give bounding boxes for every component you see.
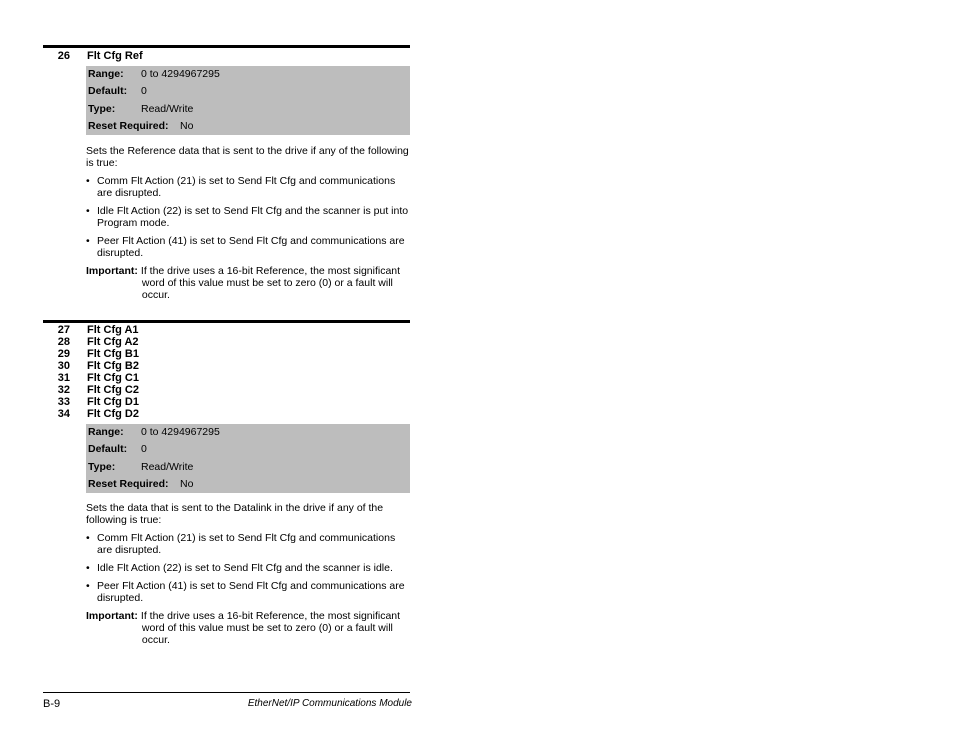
parameter-number: 31 xyxy=(57,372,70,384)
parameter-number: 33 xyxy=(57,396,70,408)
description xyxy=(86,145,410,301)
spec-type: Type: Read/Write xyxy=(88,102,194,115)
footer-title: EtherNet/IP Communications Module xyxy=(247,698,412,709)
spec-range: Range: 0 to 4294967295 xyxy=(88,426,220,438)
spec-reset: Reset Required: No xyxy=(88,477,194,490)
page-number: B-9 xyxy=(43,698,61,710)
bullet-item xyxy=(86,532,410,556)
spec-range: Range: 0 to 4294967295 xyxy=(88,68,220,80)
parameter-row xyxy=(43,360,410,372)
description xyxy=(86,502,410,646)
parameter-name: Flt Cfg C2 xyxy=(87,384,139,396)
important-note: Important: If the drive uses a 16-bit Reference, the most significant word of this value must be set to zero (0) or a fault will occur. xyxy=(86,610,410,646)
parameter-row xyxy=(43,372,410,384)
parameter-number: 32 xyxy=(57,384,70,396)
parameter-name: Flt Cfg B2 xyxy=(87,360,139,372)
parameter-name: Flt Cfg D2 xyxy=(87,408,139,420)
important-line1: If the drive uses a 16-bit Reference, the most significant xyxy=(140,610,401,622)
parameter-row xyxy=(43,384,410,396)
parameter-name: Flt Cfg A2 xyxy=(87,336,139,348)
parameter-row xyxy=(43,324,410,336)
bullet-text: Comm Flt Action (21) is set to Send Flt Cfg and communications are disrupted. xyxy=(97,532,396,556)
parameter-row xyxy=(43,336,410,348)
parameter-row xyxy=(43,396,410,408)
spec-box xyxy=(86,424,410,493)
bullet-item xyxy=(86,580,410,604)
bullet-text: Comm Flt Action (21) is set to Send Flt Cfg and communications are disrupted. xyxy=(97,175,396,199)
spec-type: Type: Read/Write xyxy=(88,460,194,473)
important-rest: word of this value must be set to zero (0) or a fault will occur. xyxy=(141,622,393,646)
spec-reset: Reset Required: No xyxy=(88,119,194,132)
bullet-list xyxy=(86,532,410,604)
intro-text: Sets the Reference data that is sent to the drive if any of the following is true: xyxy=(86,145,409,169)
footer-rule xyxy=(43,692,410,693)
spec-box xyxy=(86,66,410,135)
bullet-item xyxy=(86,235,410,259)
bullet-item xyxy=(86,175,410,199)
bullet-item xyxy=(86,562,410,574)
bullet-icon: • xyxy=(86,562,90,574)
parameter-list xyxy=(43,50,410,62)
bullet-text: Peer Flt Action (41) is set to Send Flt Cfg and communications are disrupted. xyxy=(97,580,405,604)
section-rule xyxy=(43,45,410,48)
spec-default: Default: 0 xyxy=(88,85,147,98)
parameter-name: Flt Cfg C1 xyxy=(87,372,139,384)
parameter-number: 27 xyxy=(57,324,70,336)
intro-text: Sets the data that is sent to the Datalink in the drive if any of the following is true: xyxy=(86,502,384,526)
bullet-item xyxy=(86,205,410,229)
bullet-list xyxy=(86,175,410,259)
parameter-name: Flt Cfg A1 xyxy=(87,324,139,336)
parameter-number: 26 xyxy=(57,50,70,62)
bullet-icon: • xyxy=(86,235,90,247)
parameter-list xyxy=(43,324,410,420)
parameter-name: Flt Cfg Ref xyxy=(87,50,143,62)
parameter-row xyxy=(43,50,410,62)
bullet-text: Peer Flt Action (41) is set to Send Flt Cfg and communications are disrupted. xyxy=(97,235,405,259)
bullet-text: Idle Flt Action (22) is set to Send Flt Cfg and the scanner is idle. xyxy=(97,562,393,574)
important-line1: If the drive uses a 16-bit Reference, the most significant xyxy=(140,265,401,277)
parameter-section-27-34 xyxy=(43,324,410,646)
important-rest: word of this value must be set to zero (0) or a fault will occur. xyxy=(141,277,393,301)
important-note: Important: If the drive uses a 16-bit Reference, the most significant word of this value must be set to zero (0) or a fault will occur. xyxy=(86,265,410,301)
bullet-icon: • xyxy=(86,175,90,187)
bullet-icon: • xyxy=(86,580,90,592)
parameter-number: 29 xyxy=(57,348,70,360)
parameter-section-26 xyxy=(43,50,410,301)
spec-default: Default: 0 xyxy=(88,443,147,456)
bullet-icon: • xyxy=(86,532,90,544)
bullet-text: Idle Flt Action (22) is set to Send Flt Cfg and the scanner is put into Program mode. xyxy=(97,205,409,229)
parameter-number: 28 xyxy=(57,336,70,348)
parameter-number: 34 xyxy=(57,408,70,420)
parameter-row xyxy=(43,348,410,360)
section-rule xyxy=(43,320,410,323)
parameter-row xyxy=(43,408,410,420)
parameter-number: 30 xyxy=(57,360,70,372)
bullet-icon: • xyxy=(86,205,90,217)
parameter-name: Flt Cfg B1 xyxy=(87,348,139,360)
parameter-name: Flt Cfg D1 xyxy=(87,396,139,408)
